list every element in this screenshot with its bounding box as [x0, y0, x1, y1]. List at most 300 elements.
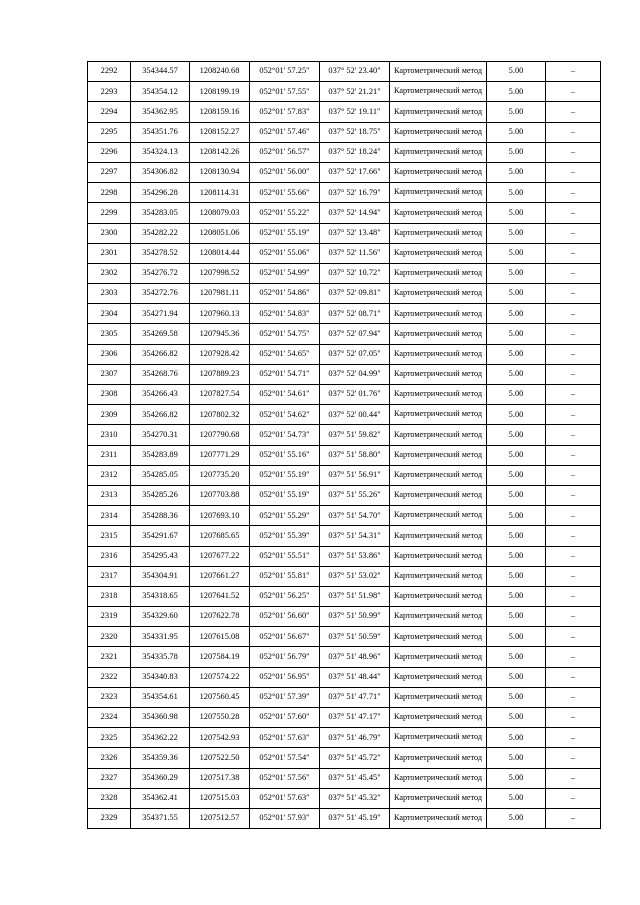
note-cell: –	[546, 263, 601, 283]
y-coordinate-cell: 1207945.36	[190, 324, 250, 344]
latitude-cell: 052°01' 56.95"	[250, 667, 320, 687]
longitude-cell: 037° 52' 01.76"	[320, 385, 390, 405]
longitude-cell: 037° 52' 04.99"	[320, 364, 390, 384]
y-coordinate-cell: 1207960.13	[190, 304, 250, 324]
point-number-cell: 2299	[88, 203, 131, 223]
x-coordinate-cell: 354288.36	[131, 506, 190, 526]
note-cell: –	[546, 687, 601, 707]
latitude-cell: 052°01' 56.00"	[250, 162, 320, 182]
note-cell: –	[546, 546, 601, 566]
note-cell: –	[546, 728, 601, 748]
accuracy-cell: 5.00	[487, 808, 546, 828]
method-cell: Картометрический метод	[390, 284, 487, 304]
x-coordinate-cell: 354359.36	[131, 748, 190, 768]
longitude-cell: 037° 51' 50.99"	[320, 607, 390, 627]
table-row	[88, 82, 601, 102]
point-number-cell: 2296	[88, 142, 131, 162]
longitude-cell: 037° 52' 10.72"	[320, 263, 390, 283]
method-cell: Картометрический метод	[390, 485, 487, 505]
table-row	[88, 627, 601, 647]
method-cell: Картометрический метод	[390, 687, 487, 707]
method-cell: Картометрический метод	[390, 748, 487, 768]
x-coordinate-cell: 354362.41	[131, 788, 190, 808]
accuracy-cell: 5.00	[487, 263, 546, 283]
y-coordinate-cell: 1207827.54	[190, 385, 250, 405]
table-row	[88, 748, 601, 768]
latitude-cell: 052°01' 55.19"	[250, 485, 320, 505]
point-number-cell: 2319	[88, 607, 131, 627]
y-coordinate-cell: 1207615.08	[190, 627, 250, 647]
table-row	[88, 708, 601, 728]
table-row	[88, 566, 601, 586]
table-row	[88, 284, 601, 304]
y-coordinate-cell: 1207771.29	[190, 445, 250, 465]
latitude-cell: 052°01' 57.39"	[250, 687, 320, 707]
accuracy-cell: 5.00	[487, 223, 546, 243]
x-coordinate-cell: 354306.82	[131, 162, 190, 182]
point-number-cell: 2302	[88, 263, 131, 283]
latitude-cell: 052°01' 55.19"	[250, 223, 320, 243]
latitude-cell: 052°01' 54.61"	[250, 385, 320, 405]
table-row	[88, 485, 601, 505]
point-number-cell: 2313	[88, 485, 131, 505]
y-coordinate-cell: 1207802.32	[190, 405, 250, 425]
longitude-cell: 037° 51' 45.72"	[320, 748, 390, 768]
note-cell: –	[546, 607, 601, 627]
point-number-cell: 2322	[88, 667, 131, 687]
longitude-cell: 037° 51' 45.32"	[320, 788, 390, 808]
latitude-cell: 052°01' 54.71"	[250, 364, 320, 384]
y-coordinate-cell: 1207512.57	[190, 808, 250, 828]
longitude-cell: 037° 52' 14.94"	[320, 203, 390, 223]
table-row	[88, 183, 601, 203]
y-coordinate-cell: 1208159.16	[190, 102, 250, 122]
method-cell: Картометрический метод	[390, 506, 487, 526]
accuracy-cell: 5.00	[487, 586, 546, 606]
method-cell: Картометрический метод	[390, 445, 487, 465]
table-row	[88, 728, 601, 748]
y-coordinate-cell: 1207622.78	[190, 607, 250, 627]
accuracy-cell: 5.00	[487, 405, 546, 425]
point-number-cell: 2294	[88, 102, 131, 122]
latitude-cell: 052°01' 57.63"	[250, 788, 320, 808]
longitude-cell: 037° 51' 54.70"	[320, 506, 390, 526]
point-number-cell: 2326	[88, 748, 131, 768]
latitude-cell: 052°01' 57.54"	[250, 748, 320, 768]
point-number-cell: 2310	[88, 425, 131, 445]
y-coordinate-cell: 1207693.10	[190, 506, 250, 526]
note-cell: –	[546, 425, 601, 445]
note-cell: –	[546, 566, 601, 586]
longitude-cell: 037° 52' 09.81"	[320, 284, 390, 304]
table-row	[88, 506, 601, 526]
x-coordinate-cell: 354344.57	[131, 62, 190, 82]
point-number-cell: 2307	[88, 364, 131, 384]
x-coordinate-cell: 354340.83	[131, 667, 190, 687]
accuracy-cell: 5.00	[487, 243, 546, 263]
x-coordinate-cell: 354266.43	[131, 385, 190, 405]
longitude-cell: 037° 52' 16.79"	[320, 183, 390, 203]
latitude-cell: 052°01' 55.66"	[250, 183, 320, 203]
method-cell: Картометрический метод	[390, 526, 487, 546]
point-number-cell: 2309	[88, 405, 131, 425]
note-cell: –	[546, 768, 601, 788]
longitude-cell: 037° 51' 54.31"	[320, 526, 390, 546]
point-number-cell: 2304	[88, 304, 131, 324]
point-number-cell: 2305	[88, 324, 131, 344]
latitude-cell: 052°01' 55.06"	[250, 243, 320, 263]
point-number-cell: 2298	[88, 183, 131, 203]
table-row	[88, 607, 601, 627]
table-row	[88, 667, 601, 687]
longitude-cell: 037° 51' 59.82"	[320, 425, 390, 445]
method-cell: Картометрический метод	[390, 808, 487, 828]
note-cell: –	[546, 62, 601, 82]
latitude-cell: 052°01' 54.65"	[250, 344, 320, 364]
x-coordinate-cell: 354282.22	[131, 223, 190, 243]
x-coordinate-cell: 354276.72	[131, 263, 190, 283]
note-cell: –	[546, 385, 601, 405]
accuracy-cell: 5.00	[487, 768, 546, 788]
accuracy-cell: 5.00	[487, 607, 546, 627]
y-coordinate-cell: 1207685.65	[190, 526, 250, 546]
accuracy-cell: 5.00	[487, 344, 546, 364]
table-row	[88, 122, 601, 142]
x-coordinate-cell: 354304.91	[131, 566, 190, 586]
point-number-cell: 2328	[88, 788, 131, 808]
y-coordinate-cell: 1208142.26	[190, 142, 250, 162]
point-number-cell: 2311	[88, 445, 131, 465]
x-coordinate-cell: 354266.82	[131, 344, 190, 364]
note-cell: –	[546, 526, 601, 546]
x-coordinate-cell: 354268.76	[131, 364, 190, 384]
note-cell: –	[546, 122, 601, 142]
table-row	[88, 445, 601, 465]
table-row	[88, 304, 601, 324]
table-row	[88, 223, 601, 243]
latitude-cell: 052°01' 57.63"	[250, 728, 320, 748]
longitude-cell: 037° 51' 47.71"	[320, 687, 390, 707]
x-coordinate-cell: 354360.98	[131, 708, 190, 728]
table-row	[88, 102, 601, 122]
latitude-cell: 052°01' 54.83"	[250, 304, 320, 324]
latitude-cell: 052°01' 57.25"	[250, 62, 320, 82]
note-cell: –	[546, 344, 601, 364]
accuracy-cell: 5.00	[487, 203, 546, 223]
longitude-cell: 037° 51' 58.80"	[320, 445, 390, 465]
latitude-cell: 052°01' 56.25"	[250, 586, 320, 606]
accuracy-cell: 5.00	[487, 385, 546, 405]
note-cell: –	[546, 243, 601, 263]
y-coordinate-cell: 1207515.03	[190, 788, 250, 808]
longitude-cell: 037° 51' 46.79"	[320, 728, 390, 748]
y-coordinate-cell: 1207790.68	[190, 425, 250, 445]
longitude-cell: 037° 51' 51.98"	[320, 586, 390, 606]
accuracy-cell: 5.00	[487, 324, 546, 344]
method-cell: Картометрический метод	[390, 344, 487, 364]
latitude-cell: 052°01' 57.93"	[250, 808, 320, 828]
method-cell: Картометрический метод	[390, 465, 487, 485]
longitude-cell: 037° 52' 18.75"	[320, 122, 390, 142]
method-cell: Картометрический метод	[390, 203, 487, 223]
table-row	[88, 263, 601, 283]
y-coordinate-cell: 1208130.94	[190, 162, 250, 182]
point-number-cell: 2329	[88, 808, 131, 828]
accuracy-cell: 5.00	[487, 445, 546, 465]
method-cell: Картометрический метод	[390, 223, 487, 243]
x-coordinate-cell: 354324.13	[131, 142, 190, 162]
y-coordinate-cell: 1207661.27	[190, 566, 250, 586]
method-cell: Картометрический метод	[390, 667, 487, 687]
accuracy-cell: 5.00	[487, 465, 546, 485]
table-row	[88, 324, 601, 344]
y-coordinate-cell: 1207981.11	[190, 284, 250, 304]
x-coordinate-cell: 354278.52	[131, 243, 190, 263]
longitude-cell: 037° 51' 56.91"	[320, 465, 390, 485]
longitude-cell: 037° 52' 00.44"	[320, 405, 390, 425]
table-row	[88, 546, 601, 566]
accuracy-cell: 5.00	[487, 122, 546, 142]
latitude-cell: 052°01' 57.60"	[250, 708, 320, 728]
latitude-cell: 052°01' 56.57"	[250, 142, 320, 162]
method-cell: Картометрический метод	[390, 405, 487, 425]
note-cell: –	[546, 627, 601, 647]
longitude-cell: 037° 52' 11.56"	[320, 243, 390, 263]
note-cell: –	[546, 748, 601, 768]
longitude-cell: 037° 52' 19.11"	[320, 102, 390, 122]
point-number-cell: 2295	[88, 122, 131, 142]
point-number-cell: 2293	[88, 82, 131, 102]
accuracy-cell: 5.00	[487, 627, 546, 647]
method-cell: Картометрический метод	[390, 546, 487, 566]
x-coordinate-cell: 354335.78	[131, 647, 190, 667]
y-coordinate-cell: 1207517.38	[190, 768, 250, 788]
note-cell: –	[546, 183, 601, 203]
note-cell: –	[546, 465, 601, 485]
point-number-cell: 2300	[88, 223, 131, 243]
y-coordinate-cell: 1208152.27	[190, 122, 250, 142]
y-coordinate-cell: 1208240.68	[190, 62, 250, 82]
note-cell: –	[546, 708, 601, 728]
table-row	[88, 405, 601, 425]
x-coordinate-cell: 354354.12	[131, 82, 190, 102]
latitude-cell: 052°01' 54.99"	[250, 263, 320, 283]
table-row	[88, 788, 601, 808]
method-cell: Картометрический метод	[390, 566, 487, 586]
note-cell: –	[546, 82, 601, 102]
y-coordinate-cell: 1207574.22	[190, 667, 250, 687]
latitude-cell: 052°01' 55.16"	[250, 445, 320, 465]
point-number-cell: 2315	[88, 526, 131, 546]
longitude-cell: 037° 52' 23.40"	[320, 62, 390, 82]
latitude-cell: 052°01' 54.73"	[250, 425, 320, 445]
method-cell: Картометрический метод	[390, 324, 487, 344]
point-number-cell: 2297	[88, 162, 131, 182]
point-number-cell: 2308	[88, 385, 131, 405]
x-coordinate-cell: 354329.60	[131, 607, 190, 627]
table-row	[88, 243, 601, 263]
latitude-cell: 052°01' 56.79"	[250, 647, 320, 667]
x-coordinate-cell: 354360.29	[131, 768, 190, 788]
note-cell: –	[546, 506, 601, 526]
table-row	[88, 808, 601, 828]
x-coordinate-cell: 354272.76	[131, 284, 190, 304]
longitude-cell: 037° 51' 48.96"	[320, 647, 390, 667]
method-cell: Картометрический метод	[390, 425, 487, 445]
table-row	[88, 768, 601, 788]
method-cell: Картометрический метод	[390, 122, 487, 142]
accuracy-cell: 5.00	[487, 485, 546, 505]
accuracy-cell: 5.00	[487, 284, 546, 304]
longitude-cell: 037° 52' 18.24"	[320, 142, 390, 162]
y-coordinate-cell: 1207550.28	[190, 708, 250, 728]
longitude-cell: 037° 51' 45.45"	[320, 768, 390, 788]
latitude-cell: 052°01' 56.67"	[250, 627, 320, 647]
x-coordinate-cell: 354285.26	[131, 485, 190, 505]
x-coordinate-cell: 354283.89	[131, 445, 190, 465]
note-cell: –	[546, 304, 601, 324]
x-coordinate-cell: 354271.94	[131, 304, 190, 324]
y-coordinate-cell: 1208199.19	[190, 82, 250, 102]
latitude-cell: 052°01' 57.56"	[250, 768, 320, 788]
method-cell: Картометрический метод	[390, 788, 487, 808]
table-row	[88, 142, 601, 162]
table-row	[88, 687, 601, 707]
longitude-cell: 037° 52' 21.21"	[320, 82, 390, 102]
method-cell: Картометрический метод	[390, 62, 487, 82]
y-coordinate-cell: 1207522.50	[190, 748, 250, 768]
latitude-cell: 052°01' 55.39"	[250, 526, 320, 546]
y-coordinate-cell: 1207677.22	[190, 546, 250, 566]
method-cell: Картометрический метод	[390, 728, 487, 748]
y-coordinate-cell: 1207542.93	[190, 728, 250, 748]
y-coordinate-cell: 1208051.06	[190, 223, 250, 243]
note-cell: –	[546, 203, 601, 223]
accuracy-cell: 5.00	[487, 183, 546, 203]
note-cell: –	[546, 364, 601, 384]
longitude-cell: 037° 51' 53.86"	[320, 546, 390, 566]
x-coordinate-cell: 354354.61	[131, 687, 190, 707]
x-coordinate-cell: 354296.28	[131, 183, 190, 203]
method-cell: Картометрический метод	[390, 82, 487, 102]
method-cell: Картометрический метод	[390, 183, 487, 203]
coordinates-table	[87, 61, 601, 829]
longitude-cell: 037° 52' 17.66"	[320, 162, 390, 182]
accuracy-cell: 5.00	[487, 506, 546, 526]
accuracy-cell: 5.00	[487, 546, 546, 566]
table-row	[88, 203, 601, 223]
accuracy-cell: 5.00	[487, 82, 546, 102]
x-coordinate-cell: 354318.65	[131, 586, 190, 606]
table-row	[88, 526, 601, 546]
accuracy-cell: 5.00	[487, 62, 546, 82]
x-coordinate-cell: 354351.76	[131, 122, 190, 142]
method-cell: Картометрический метод	[390, 263, 487, 283]
accuracy-cell: 5.00	[487, 566, 546, 586]
latitude-cell: 052°01' 57.46"	[250, 122, 320, 142]
point-number-cell: 2320	[88, 627, 131, 647]
x-coordinate-cell: 354291.67	[131, 526, 190, 546]
table-row	[88, 425, 601, 445]
table-row	[88, 62, 601, 82]
longitude-cell: 037° 52' 08.71"	[320, 304, 390, 324]
note-cell: –	[546, 485, 601, 505]
note-cell: –	[546, 102, 601, 122]
point-number-cell: 2317	[88, 566, 131, 586]
method-cell: Картометрический метод	[390, 304, 487, 324]
point-number-cell: 2292	[88, 62, 131, 82]
latitude-cell: 052°01' 55.22"	[250, 203, 320, 223]
latitude-cell: 052°01' 56.60"	[250, 607, 320, 627]
method-cell: Картометрический метод	[390, 243, 487, 263]
latitude-cell: 052°01' 54.86"	[250, 284, 320, 304]
point-number-cell: 2306	[88, 344, 131, 364]
y-coordinate-cell: 1207641.52	[190, 586, 250, 606]
method-cell: Картометрический метод	[390, 142, 487, 162]
note-cell: –	[546, 324, 601, 344]
y-coordinate-cell: 1207560.45	[190, 687, 250, 707]
point-number-cell: 2318	[88, 586, 131, 606]
accuracy-cell: 5.00	[487, 728, 546, 748]
y-coordinate-cell: 1207889.23	[190, 364, 250, 384]
y-coordinate-cell: 1207735.20	[190, 465, 250, 485]
x-coordinate-cell: 354285.05	[131, 465, 190, 485]
note-cell: –	[546, 142, 601, 162]
table-row	[88, 465, 601, 485]
table-row	[88, 647, 601, 667]
y-coordinate-cell: 1207928.42	[190, 344, 250, 364]
latitude-cell: 052°01' 55.19"	[250, 465, 320, 485]
x-coordinate-cell: 354283.05	[131, 203, 190, 223]
accuracy-cell: 5.00	[487, 667, 546, 687]
point-number-cell: 2324	[88, 708, 131, 728]
table-row	[88, 385, 601, 405]
method-cell: Картометрический метод	[390, 647, 487, 667]
table-row	[88, 364, 601, 384]
x-coordinate-cell: 354362.22	[131, 728, 190, 748]
accuracy-cell: 5.00	[487, 526, 546, 546]
y-coordinate-cell: 1207703.88	[190, 485, 250, 505]
latitude-cell: 052°01' 54.62"	[250, 405, 320, 425]
y-coordinate-cell: 1208114.31	[190, 183, 250, 203]
note-cell: –	[546, 405, 601, 425]
note-cell: –	[546, 586, 601, 606]
point-number-cell: 2316	[88, 546, 131, 566]
point-number-cell: 2321	[88, 647, 131, 667]
accuracy-cell: 5.00	[487, 708, 546, 728]
point-number-cell: 2301	[88, 243, 131, 263]
point-number-cell: 2314	[88, 506, 131, 526]
longitude-cell: 037° 52' 07.94"	[320, 324, 390, 344]
accuracy-cell: 5.00	[487, 687, 546, 707]
note-cell: –	[546, 667, 601, 687]
point-number-cell: 2323	[88, 687, 131, 707]
method-cell: Картометрический метод	[390, 162, 487, 182]
note-cell: –	[546, 445, 601, 465]
note-cell: –	[546, 162, 601, 182]
x-coordinate-cell: 354266.82	[131, 405, 190, 425]
note-cell: –	[546, 808, 601, 828]
x-coordinate-cell: 354270.31	[131, 425, 190, 445]
latitude-cell: 052°01' 57.55"	[250, 82, 320, 102]
point-number-cell: 2312	[88, 465, 131, 485]
accuracy-cell: 5.00	[487, 162, 546, 182]
x-coordinate-cell: 354371.55	[131, 808, 190, 828]
y-coordinate-cell: 1207998.52	[190, 263, 250, 283]
note-cell: –	[546, 223, 601, 243]
point-number-cell: 2327	[88, 768, 131, 788]
table-row	[88, 586, 601, 606]
